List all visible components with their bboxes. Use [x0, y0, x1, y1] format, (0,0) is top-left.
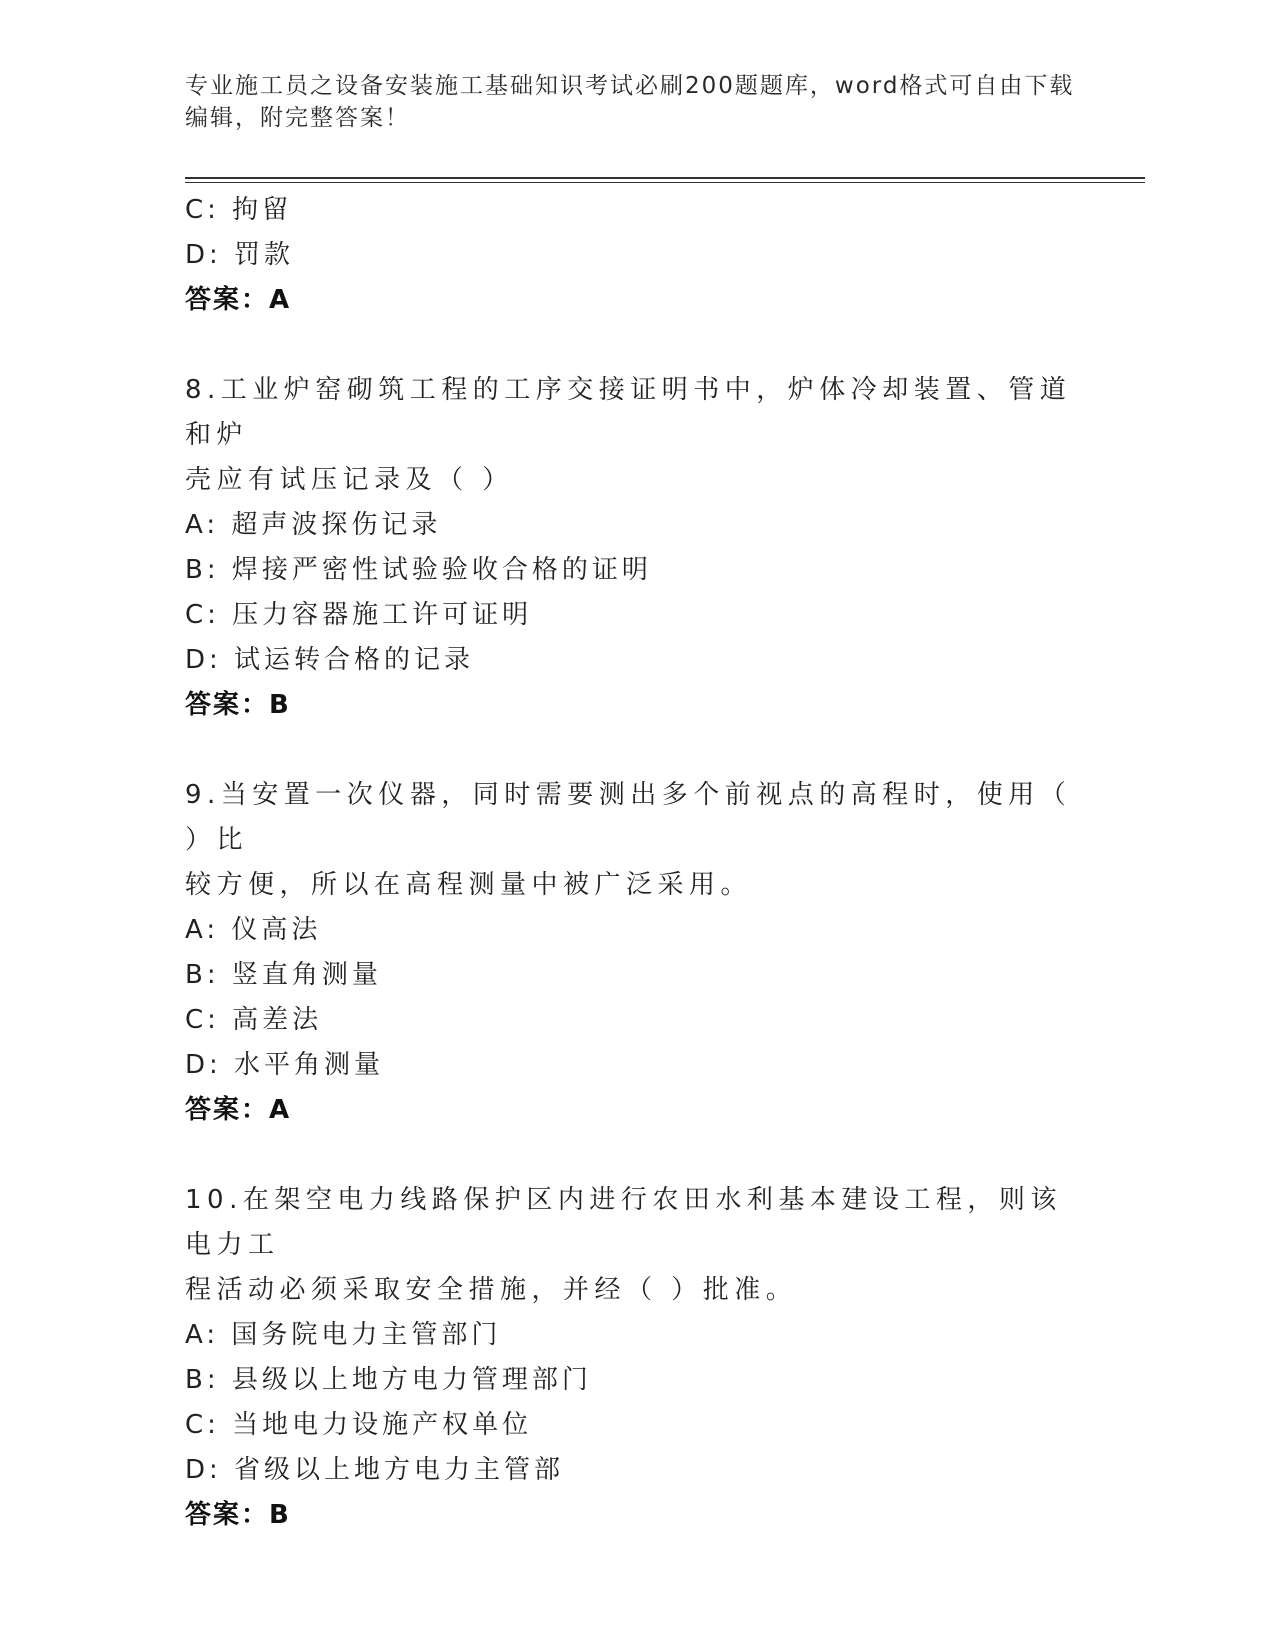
header-title-line-1: 专业施工员之设备安装施工基础知识考试必刷200题题库，word格式可自由下载	[185, 73, 1075, 99]
question-list	[185, 188, 1085, 1538]
option-a: A: 超声波探伤记录	[185, 510, 442, 540]
option-b: B: 县级以上地方电力管理部门	[185, 1365, 592, 1395]
option-d: D: 试运转合格的记录	[185, 645, 475, 675]
answer-line: 答案：B	[185, 1500, 291, 1530]
option-c: C: 拘留	[185, 195, 293, 225]
option-c: C: 高差法	[185, 1005, 323, 1035]
option-b: B: 竖直角测量	[185, 960, 382, 990]
option-a: A: 仪高法	[185, 915, 322, 945]
question-text	[185, 368, 1085, 503]
question-item	[185, 368, 1085, 728]
question-item	[185, 1178, 1085, 1538]
option-c: C: 压力容器施工许可证明	[185, 600, 533, 630]
header-title-line-2: 编辑，附完整答案！	[185, 105, 410, 131]
question-text	[185, 1178, 1085, 1313]
option-d: D: 罚款	[185, 240, 295, 270]
document-header	[185, 70, 1085, 134]
answer-line: 答案：A	[185, 1095, 292, 1125]
question-text-line-1: 8.工业炉窑砌筑工程的工序交接证明书中，炉体冷却装置、管道和炉	[185, 375, 1072, 450]
previous-question-tail	[185, 188, 1085, 323]
question-text-line-1: 9.当安置一次仪器，同时需要测出多个前视点的高程时，使用（ ）比	[185, 780, 1072, 855]
option-d: D: 省级以上地方电力主管部	[185, 1455, 565, 1485]
option-a: A: 国务院电力主管部门	[185, 1320, 502, 1350]
question-text	[185, 773, 1085, 908]
header-divider-thin	[185, 182, 1145, 183]
option-d: D: 水平角测量	[185, 1050, 385, 1080]
option-c: C: 当地电力设施产权单位	[185, 1410, 533, 1440]
option-b: B: 焊接严密性试验验收合格的证明	[185, 555, 652, 585]
question-text-line-2: 壳应有试压记录及（ ）	[185, 465, 514, 495]
answer-line: 答案：B	[185, 690, 291, 720]
question-item	[185, 773, 1085, 1133]
question-text-line-2: 程活动必须采取安全措施，并经（ ）批准。	[185, 1275, 798, 1305]
question-text-line-1: 10.在架空电力线路保护区内进行农田水利基本建设工程，则该电力工	[185, 1185, 1062, 1260]
answer-line: 答案：A	[185, 285, 292, 315]
header-divider-thick	[185, 177, 1145, 179]
question-text-line-2: 较方便，所以在高程测量中被广泛采用。	[185, 870, 753, 900]
